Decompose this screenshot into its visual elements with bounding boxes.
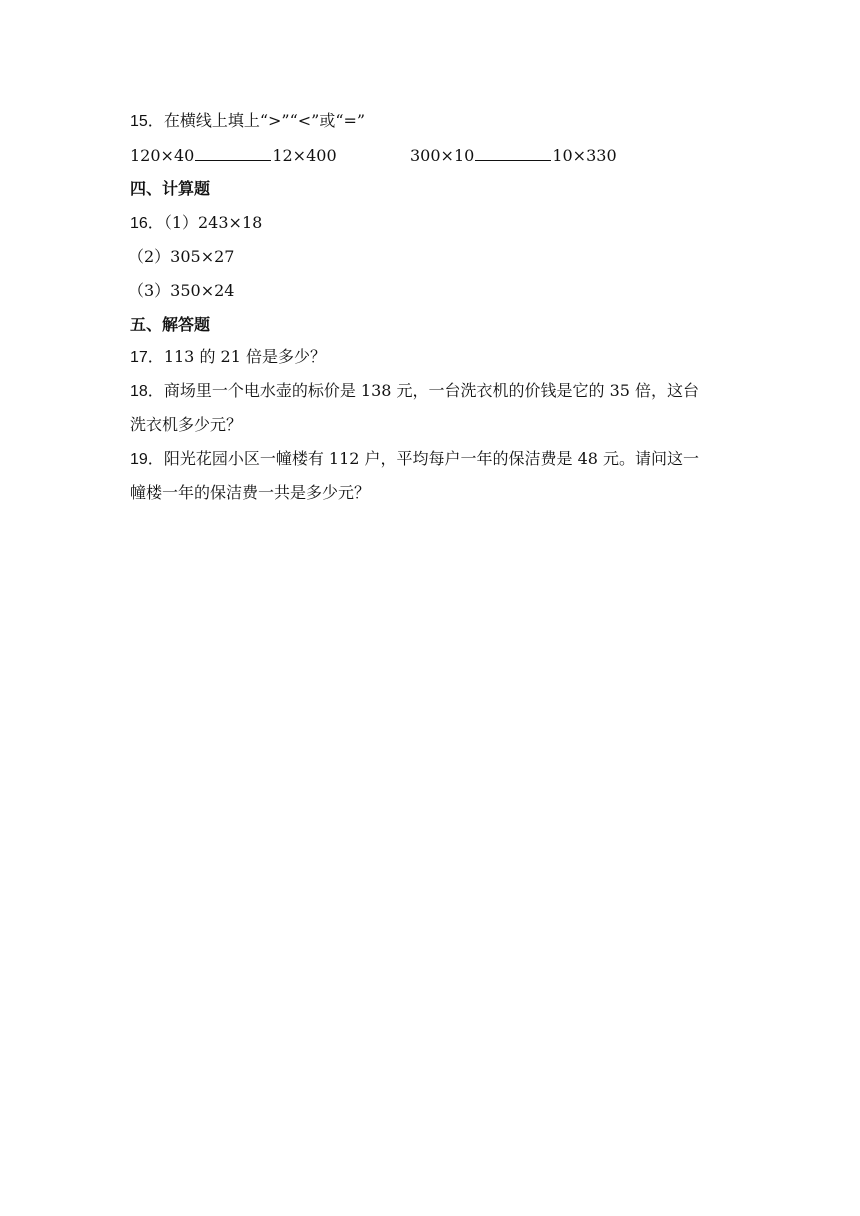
question-18: [130, 380, 699, 403]
question-17: [130, 346, 326, 369]
question-part-1: （1）243×18: [163, 213, 263, 232]
question-number: 19．: [130, 451, 164, 468]
left-expression-b: 12×400: [272, 146, 337, 165]
section-heading-calculation: 四、计算题: [130, 179, 211, 198]
question-text: 113 的 21 倍是多少？: [163, 347, 326, 366]
question-number: 16．: [130, 215, 164, 232]
question-16: [130, 212, 262, 235]
comparison-row-right: [410, 144, 617, 167]
question-text-line-1: 阳光花园小区一幢楼有 112 户，平均每户一年的保洁费是 48 元。请问这一: [163, 449, 700, 468]
section-heading-word-problems: 五、解答题: [130, 315, 211, 334]
answer-blank-left[interactable]: [195, 144, 271, 161]
question-part-3: （3）350×24: [128, 281, 235, 300]
left-expression-a: 120×40: [130, 146, 195, 165]
question-18-continued: 洗衣机多少元？: [130, 415, 243, 434]
question-number: 15．: [130, 113, 164, 130]
question-part-2: （2）305×27: [128, 247, 235, 266]
right-expression-a: 300×10: [410, 146, 475, 165]
comparison-row: [130, 144, 337, 167]
question-19: [130, 448, 699, 471]
question-19-continued: 幢楼一年的保洁费一共是多少元？: [130, 483, 371, 502]
question-15: [130, 110, 365, 133]
question-number: 18．: [130, 383, 164, 400]
answer-blank-right[interactable]: [475, 144, 551, 161]
question-text-line-1: 商场里一个电水壶的标价是 138 元，一台洗衣机的价钱是它的 35 倍，这台: [163, 381, 700, 400]
question-text: 在横线上填上“>”“<”或“=”: [163, 111, 366, 130]
right-expression-b: 10×330: [552, 146, 617, 165]
question-number: 17．: [130, 349, 164, 366]
